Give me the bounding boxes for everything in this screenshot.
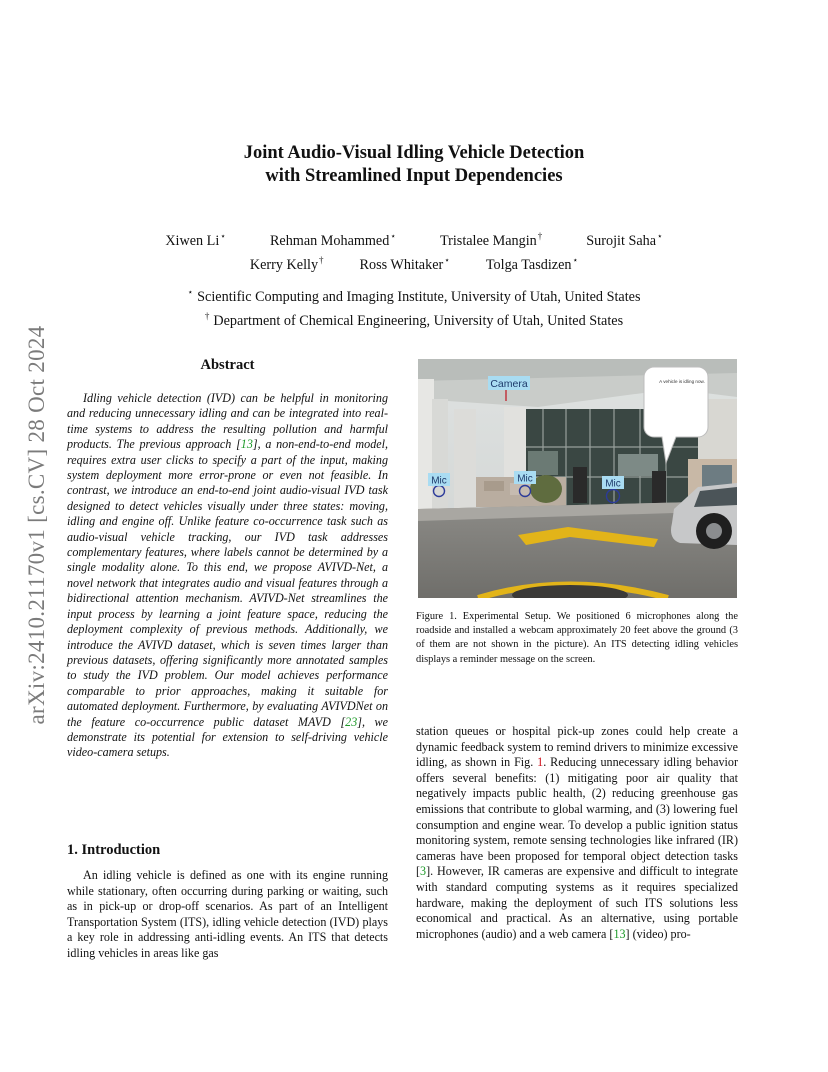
body-text-1: station queues or hospital pick-up zones could help create a dynamic feedback system to remind drivers to minimize excessive idling, as shown in Fig.: [416, 724, 738, 770]
reminder-message: A vehicle is idling now.: [659, 379, 705, 384]
introduction-body: An idling vehicle is defined as one with its engine running while stationary, often occurring during parking or waiting, such as in pick-up or drop-off scenarios. As part of an Intelligent Transportation System (ITS), idling vehicle detection (IVD) plays a key role in addressing anti-idling events. An ITS that detects idling vehicles in areas like gas: [67, 868, 388, 960]
author: [360, 251, 450, 275]
author: [165, 227, 226, 251]
body-text-2: . Reducing unnecessary idling behavior offers several benefits: (1) mitigating poor air quality that negatively impacts public health, (2) reducing greenhouse gas emissions that contribute to global warming, and (3) lowering fuel consumption and engine wear. To develop a public ignition status monitoring system, remote sensing technologies like infrared (IR) cameras have been proposed for temporal object detection tasks [: [416, 755, 738, 879]
author-mark: ⋆: [220, 231, 226, 241]
abstract-text-2: ], a non-end-to-end model, requires extra user clicks to specify a part of the input, making system deployment more error-prone or even not feasible. In contrast, we introduce an end-to-end joint audio-visual IVD task designed to detect vehicles visually under three states: moving, idling and engine off. Unlike feature co-occurrence task such as audio-visual vehicle tracking, our IVD task addresses complementary features, where labels cannot be determined by a single modality alone. To this end, we propose AVIVD-Net, a novel network that integrates audio and visual features through a bidirectional attention mechanism. AVIVD-Net streamlines the input process by learning a joint feature space, reducing the deployment complexity of previous methods. Additionally, we introduce the AVIVD dataset, which is seven times larger than previous datasets, offering significantly more annotated samples to study the IVD problem. Our model achieves performance comparable to prior approaches, making it suitable for automated deployment. Furthermore, by evaluating AVIVDNet on the feature co-occurrence public dataset MAVD [: [67, 437, 388, 729]
abstract-heading: Abstract: [200, 357, 255, 373]
body-text-3: ]. However, IR cameras are expensive and difficult to integrate with standard computing systems as it requires specialized hardware, making the deployment of such ITS solutions less economical and practical. As an alternative, using portable microphones (audio) and a web camera [: [416, 864, 738, 941]
affiliation-2: [0, 307, 828, 331]
title-line-1: Joint Audio-Visual Idling Vehicle Detection: [243, 143, 585, 163]
mic-label: Mic: [431, 475, 447, 487]
paper-title: [0, 142, 828, 188]
author-row-1: [0, 227, 828, 251]
author-mark: ⋆: [390, 231, 396, 241]
figure-caption: Figure 1. Experimental Setup. We positioned 6 microphones along the roadside and installed a webcam approximately 20 feet above the ground (3 of them are not shown in the picture). An ITS detecting idling vehicles displays a reminder message on the screen.: [416, 611, 738, 665]
author-name: Rehman Mohammed: [269, 233, 390, 249]
author-mark: ⋆: [444, 255, 450, 265]
citation-link[interactable]: 3: [420, 864, 427, 879]
author-mark: †: [319, 255, 324, 265]
author-name: Ross Whitaker: [359, 257, 444, 273]
author-name: Tristalee Mangin: [439, 233, 537, 249]
body-text-4: ] (video) pro-: [625, 926, 691, 941]
mic-label: Mic: [605, 478, 621, 490]
affiliation-text: Scientific Computing and Imaging Institute, University of Utah, United States: [197, 289, 641, 305]
photo-illustration: [418, 359, 737, 598]
citation-link[interactable]: 13: [613, 926, 626, 941]
arxiv-stamp: [24, 290, 50, 760]
camera-label: Camera: [490, 378, 528, 390]
author: [586, 227, 662, 251]
author: [440, 227, 542, 251]
author-name: Xiwen Li: [165, 233, 220, 249]
author-name: Surojit Saha: [586, 233, 657, 249]
author-row-2: [0, 251, 828, 275]
author: [250, 251, 324, 275]
figure-ref-link[interactable]: 1: [537, 755, 544, 770]
affiliation-mark: †: [204, 311, 210, 321]
mic-label: Mic: [517, 473, 533, 485]
right-column-body: [416, 724, 738, 942]
author-list: [0, 227, 828, 275]
affiliations: [0, 283, 828, 331]
affiliation-mark: ⋆: [187, 287, 194, 297]
citation-link[interactable]: 13: [240, 437, 253, 452]
title-line-2: with Streamlined Input Dependencies: [265, 166, 563, 186]
affiliation-text: Department of Chemical Engineering, University of Utah, United States: [213, 313, 624, 329]
abstract-body: [67, 391, 388, 761]
author: [486, 251, 578, 275]
section-heading-introduction: 1. Introduction: [67, 842, 161, 858]
citation-link[interactable]: 23: [345, 714, 358, 729]
experimental-setup-photo: [418, 359, 737, 598]
author-name: Tolga Tasdizen: [485, 257, 572, 273]
author-mark: ⋆: [572, 255, 579, 265]
arxiv-stamp-text: arXiv:2410.21170v1 [cs.CV] 28 Oct 2024: [24, 325, 49, 725]
abstract-text-1: Idling vehicle detection (IVD) can be helpful in monitoring and reducing unnecessary idling and can be integrated into real-time systems to address the resulting pollution and harmful products. The previous approach [: [67, 391, 388, 452]
author-mark: †: [537, 231, 543, 241]
affiliation-1: [0, 283, 828, 307]
author: [270, 227, 396, 251]
author-name: Kerry Kelly: [249, 257, 319, 273]
abstract-text-3: ], we demonstrate its potential for extension to self-driving vehicle video-camera setups.: [67, 714, 388, 760]
author-mark: ⋆: [657, 231, 663, 241]
